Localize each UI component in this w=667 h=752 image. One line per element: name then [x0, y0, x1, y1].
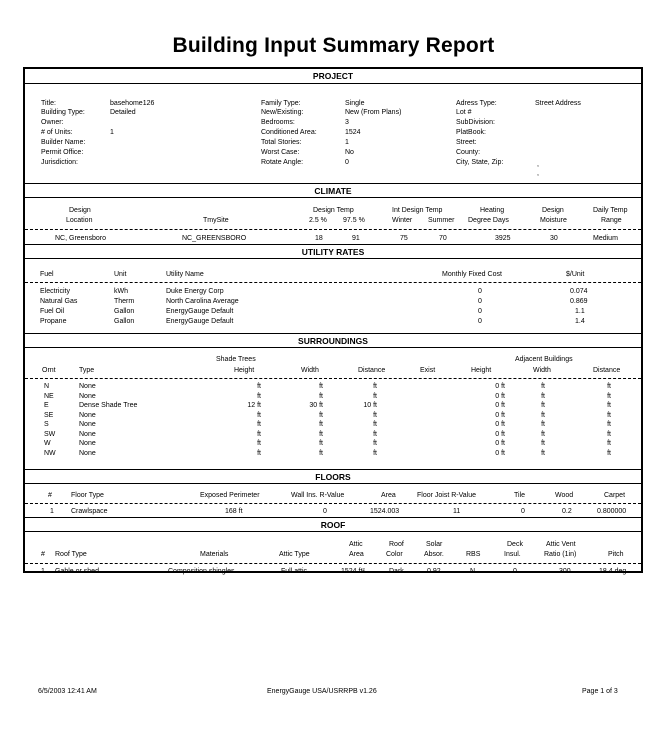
surroundings-cell: ft [373, 392, 377, 400]
surroundings-cell: ft [319, 421, 323, 428]
surroundings-cell: SW [44, 430, 56, 438]
roof-h-deck: Deck [507, 541, 523, 548]
roof-color: Dark [389, 568, 404, 575]
project-header: PROJECT [25, 69, 641, 84]
surroundings-cell: S [44, 421, 49, 428]
surroundings-cell: ft [541, 430, 545, 438]
utility-per-unit: 0.869 [570, 298, 588, 305]
surroundings-cell: 12 ft [247, 402, 261, 409]
roof-header: ROOF [25, 517, 641, 532]
climate-h-winter: Winter [392, 217, 413, 224]
report-frame [23, 67, 643, 573]
project-worst-case-value: No [345, 149, 354, 156]
project-bedrooms-value: 3 [345, 119, 349, 126]
project-street-label: Street: [456, 139, 477, 146]
project-building-type-label: Building Type: [41, 109, 85, 116]
roof-h-ratio: Ratio (1in) [544, 551, 577, 558]
surroundings-cell: ft [541, 402, 545, 409]
climate-h-location: Location [66, 217, 93, 224]
roof-h-solar: Solar [426, 541, 443, 548]
floors-joist: 11 [453, 508, 461, 515]
floors-area: 1524.003 [370, 508, 400, 515]
surroundings-cell: ft [607, 430, 611, 438]
floors-h-joist: Floor Joist R-Value [417, 492, 477, 499]
utility-h-unit: Unit [114, 271, 127, 278]
climate-h-daily-temp: Daily Temp [593, 207, 628, 214]
floors-h-wood: Wood [555, 492, 574, 499]
project-title-value: basehome126 [110, 100, 155, 107]
surr-h-ornt: Ornt [42, 367, 56, 374]
surroundings-cell: ft [607, 449, 611, 457]
surroundings-cell: 30 ft [309, 402, 323, 409]
project-owner-label: Owner: [41, 119, 64, 126]
surroundings-cell: NE [44, 392, 54, 400]
climate-degree-days: 3925 [495, 235, 511, 242]
roof-materials: Composition shingles [168, 568, 235, 575]
surroundings-cell: None [79, 430, 96, 438]
utility-fixed-cost: 0 [478, 318, 482, 325]
climate-h-tmysite: TmySite [203, 217, 229, 224]
project-address-type-value: Street Address [535, 100, 581, 107]
surroundings-cell: ft [607, 402, 611, 409]
surroundings-cell: None [79, 449, 96, 457]
project-units-label: # of Units: [41, 129, 73, 136]
roof-pitch: 18.4 deg [599, 568, 627, 575]
project-title-label: Title: [41, 100, 56, 107]
floors-h-carpet: Carpet [604, 492, 626, 499]
surr-h-tree-width: Width [301, 367, 319, 374]
climate-tmysite: NC_GREENSBORO [182, 235, 247, 242]
surroundings-cell: Dense Shade Tree [79, 402, 138, 409]
roof-rbs: N [470, 568, 476, 575]
project-units-value: 1 [110, 129, 114, 136]
project-rotate-label: Rotate Angle: [261, 159, 304, 166]
surroundings-cell: ft [319, 392, 323, 400]
surroundings-cell: ft [257, 440, 261, 447]
footer-software: EnergyGauge USA/USRRPB v1.26 [267, 688, 377, 695]
surroundings-cell: None [79, 411, 96, 419]
climate-h-975: 97.5 % [343, 217, 365, 224]
surroundings-cell: ft [373, 421, 377, 428]
floors-h-type: Floor Type [71, 492, 104, 499]
surroundings-cell: ft [373, 383, 377, 390]
surroundings-cell: ft [257, 421, 261, 428]
floors-perimeter: 168 ft [225, 508, 243, 515]
roof-h-pitch: Pitch [608, 551, 624, 558]
utility-header: UTILITY RATES [25, 244, 641, 259]
surroundings-cell: ft [607, 421, 611, 428]
utility-h-name: Utility Name [166, 271, 204, 278]
floors-h-tile: Tile [514, 492, 526, 499]
project-bedrooms-label: Bedrooms: [261, 119, 295, 126]
surroundings-cell: 0 ft [495, 430, 505, 438]
surroundings-cell: 0 ft [495, 440, 505, 447]
floors-type: Crawlspace [71, 508, 108, 515]
utility-per-unit: 1.4 [575, 318, 585, 325]
utility-fuel: Electricity [40, 288, 70, 295]
roof-h-attic-type: Attic Type [279, 551, 310, 558]
utility-unit: Gallon [114, 308, 135, 315]
utility-fixed-cost: 0 [478, 288, 482, 295]
floors-tile: 0 [521, 508, 525, 515]
surroundings-cell: None [79, 421, 96, 428]
footer-page: Page 1 of 3 [582, 688, 618, 695]
project-area-value: 1524 [345, 129, 361, 136]
surroundings-cell: ft [373, 449, 377, 457]
roof-h-rbs: RBS [466, 551, 481, 558]
utility-unit: Therm [114, 298, 135, 305]
utility-name: EnergyGauge Default [166, 308, 234, 315]
project-rotate-value: 0 [345, 159, 349, 166]
utility-unit: kWh [114, 288, 128, 295]
surroundings-cell: None [79, 383, 96, 390]
surr-h-tree-height: Height [234, 367, 255, 374]
climate-25: 18 [315, 235, 323, 242]
utility-fuel: Natural Gas [40, 298, 78, 305]
climate-h-25: 2.5 % [309, 217, 327, 224]
climate-winter: 75 [400, 235, 408, 242]
roof-num: 1 [41, 568, 45, 575]
climate-h-heating: Heating [480, 207, 505, 214]
roof-h-attic-vent: Attic Vent [546, 541, 576, 548]
roof-h-roof: Roof [389, 541, 404, 548]
surr-h-bldg-distance: Distance [593, 367, 621, 374]
climate-975: 91 [352, 235, 360, 242]
floors-num: 1 [50, 508, 54, 515]
utility-fuel: Fuel Oil [40, 308, 65, 315]
surr-h-type: Type [79, 367, 95, 374]
project-lot-label: Lot # [456, 109, 472, 116]
surroundings-cell: ft [541, 421, 545, 428]
climate-h-design-temp: Design Temp [313, 207, 354, 214]
project-family-type-value: Single [345, 100, 365, 107]
roof-h-area: Area [349, 551, 364, 558]
utility-unit: Gallon [114, 318, 135, 325]
surr-h-exist: Exist [420, 367, 436, 374]
floors-h-wall-ins: Wall Ins. R-Value [291, 492, 345, 499]
utility-fixed-cost: 0 [478, 298, 482, 305]
surroundings-cell: 0 ft [495, 392, 505, 400]
surroundings-header: SURROUNDINGS [25, 333, 641, 348]
utility-name: North Carolina Average [166, 298, 239, 305]
surroundings-cell: ft [541, 392, 545, 400]
surroundings-cell: ft [257, 430, 261, 438]
project-new-existing-value: New (From Plans) [345, 109, 402, 116]
surroundings-cell: 10 ft [363, 402, 377, 409]
surroundings-cell: ft [319, 440, 323, 447]
utility-per-unit: 1.1 [575, 308, 585, 315]
surroundings-cell: ft [541, 383, 545, 390]
roof-h-color: Color [386, 551, 403, 558]
project-new-existing-label: New/Existing: [261, 109, 304, 116]
utility-h-per-unit: $/Unit [566, 271, 585, 278]
surroundings-cell: ft [373, 430, 377, 438]
floors-h-area: Area [381, 492, 396, 499]
report-title: Building Input Summary Report [172, 34, 495, 57]
surroundings-cell: ft [319, 430, 323, 438]
surroundings-shade-trees: Shade Trees [216, 356, 256, 363]
surroundings-cell: ft [607, 383, 611, 390]
floors-h-perimeter: Exposed Perimeter [200, 492, 260, 499]
project-stories-label: Total Stories: [261, 139, 302, 146]
roof-divider [25, 563, 641, 564]
surroundings-cell: ft [541, 411, 545, 419]
roof-h-attic: Attic [349, 541, 363, 548]
floors-wall-ins: 0 [323, 508, 327, 515]
surr-h-bldg-height: Height [471, 367, 492, 374]
climate-divider [25, 229, 641, 230]
utility-name: EnergyGauge Default [166, 318, 234, 325]
surroundings-cell: 0 ft [495, 421, 505, 428]
project-stories-value: 1 [345, 139, 349, 146]
surroundings-cell: NW [44, 449, 56, 457]
roof-h-insul: Insul. [504, 551, 521, 558]
roof-vent-ratio: 300 [559, 568, 571, 575]
project-address-type-label: Adress Type: [456, 100, 497, 107]
surroundings-cell: N [44, 383, 50, 390]
roof-attic-type: Full attic [281, 568, 308, 575]
project-city-label: City, State, Zip: [456, 159, 504, 166]
surroundings-cell: 0 ft [495, 449, 505, 457]
surroundings-cell: ft [257, 392, 261, 400]
utility-name: Duke Energy Corp [166, 288, 224, 295]
utility-per-unit: 0.074 [570, 288, 588, 295]
surroundings-cell: ft [373, 440, 377, 447]
roof-type: Gable or shed [55, 568, 99, 575]
surroundings-cell: ft [373, 411, 377, 419]
project-subdivision-label: SubDivision: [456, 119, 495, 126]
roof-deck-insul: 0 [513, 568, 517, 575]
floors-carpet: 0.800000 [597, 508, 627, 515]
project-jurisdiction-label: Jurisdiction: [41, 159, 78, 166]
utility-fixed-cost: 0 [478, 308, 482, 315]
climate-h-design2: Design [542, 207, 564, 214]
surroundings-cell: ft [607, 411, 611, 419]
climate-h-design: Design [69, 207, 91, 214]
utility-h-fixed-cost: Monthly Fixed Cost [442, 271, 502, 278]
surroundings-cell: 0 ft [495, 402, 505, 409]
surroundings-cell: ft [319, 383, 323, 390]
climate-h-degree-days: Degree Days [468, 217, 509, 224]
surroundings-cell: ft [541, 440, 545, 447]
surr-h-bldg-width: Width [533, 367, 551, 374]
climate-h-int-design-temp: Int Design Temp [392, 207, 443, 214]
project-city-value: , [537, 161, 539, 168]
surroundings-cell: E [44, 402, 49, 409]
climate-range: Medium [593, 235, 618, 242]
surroundings-adjacent-buildings: Adjacent Buildings [515, 356, 573, 363]
surroundings-cell: ft [257, 383, 261, 390]
project-family-type-label: Family Type: [261, 100, 301, 107]
surroundings-cell: W [44, 440, 51, 447]
roof-h-type: Roof Type [55, 551, 87, 558]
surroundings-cell: ft [607, 392, 611, 400]
surroundings-cell: 0 ft [495, 383, 505, 390]
climate-h-moisture: Moisture [540, 217, 567, 224]
surr-h-tree-distance: Distance [358, 367, 386, 374]
surroundings-cell: None [79, 392, 96, 400]
climate-location: NC, Greensboro [55, 235, 106, 242]
surroundings-cell: ft [607, 440, 611, 447]
climate-header: CLIMATE [25, 183, 641, 198]
climate-h-summer: Summer [428, 217, 455, 224]
surroundings-cell: SE [44, 411, 54, 419]
climate-moisture: 30 [550, 235, 558, 242]
roof-h-materials: Materials [200, 551, 229, 558]
roof-h-num: # [41, 551, 45, 558]
climate-h-range: Range [601, 217, 622, 224]
surroundings-cell: ft [319, 411, 323, 419]
project-worst-case-label: Worst Case: [261, 149, 300, 156]
surroundings-cell: ft [257, 411, 261, 419]
footer-date: 6/5/2003 12:41 AM [38, 688, 97, 695]
surroundings-cell: ft [257, 449, 261, 457]
roof-h-absor: Absor. [424, 551, 444, 558]
surroundings-cell: ft [319, 449, 323, 457]
utility-divider [25, 282, 641, 283]
utility-fuel: Propane [40, 318, 67, 325]
project-platbook-label: PlatBook: [456, 129, 486, 136]
floors-header: FLOORS [25, 469, 641, 484]
project-building-type-value: Detailed [110, 109, 136, 116]
project-county-label: County: [456, 149, 481, 156]
utility-h-fuel: Fuel [40, 271, 54, 278]
surroundings-divider [25, 378, 641, 379]
floors-divider [25, 503, 641, 504]
roof-solar-absor: 0.92 [427, 568, 441, 575]
project-builder-label: Builder Name: [41, 139, 86, 146]
surroundings-cell: None [79, 440, 96, 447]
surroundings-cell: 0 ft [495, 411, 505, 419]
project-trailing-comma: , [537, 170, 539, 177]
project-area-label: Conditioned Area: [261, 129, 317, 136]
floors-wood: 0.2 [562, 508, 572, 515]
floors-h-num: # [48, 492, 52, 499]
climate-summer: 70 [439, 235, 447, 242]
project-permit-label: Permit Office: [41, 149, 84, 156]
surroundings-cell: ft [541, 449, 545, 457]
roof-attic-area: 1524 ft² [341, 568, 365, 575]
